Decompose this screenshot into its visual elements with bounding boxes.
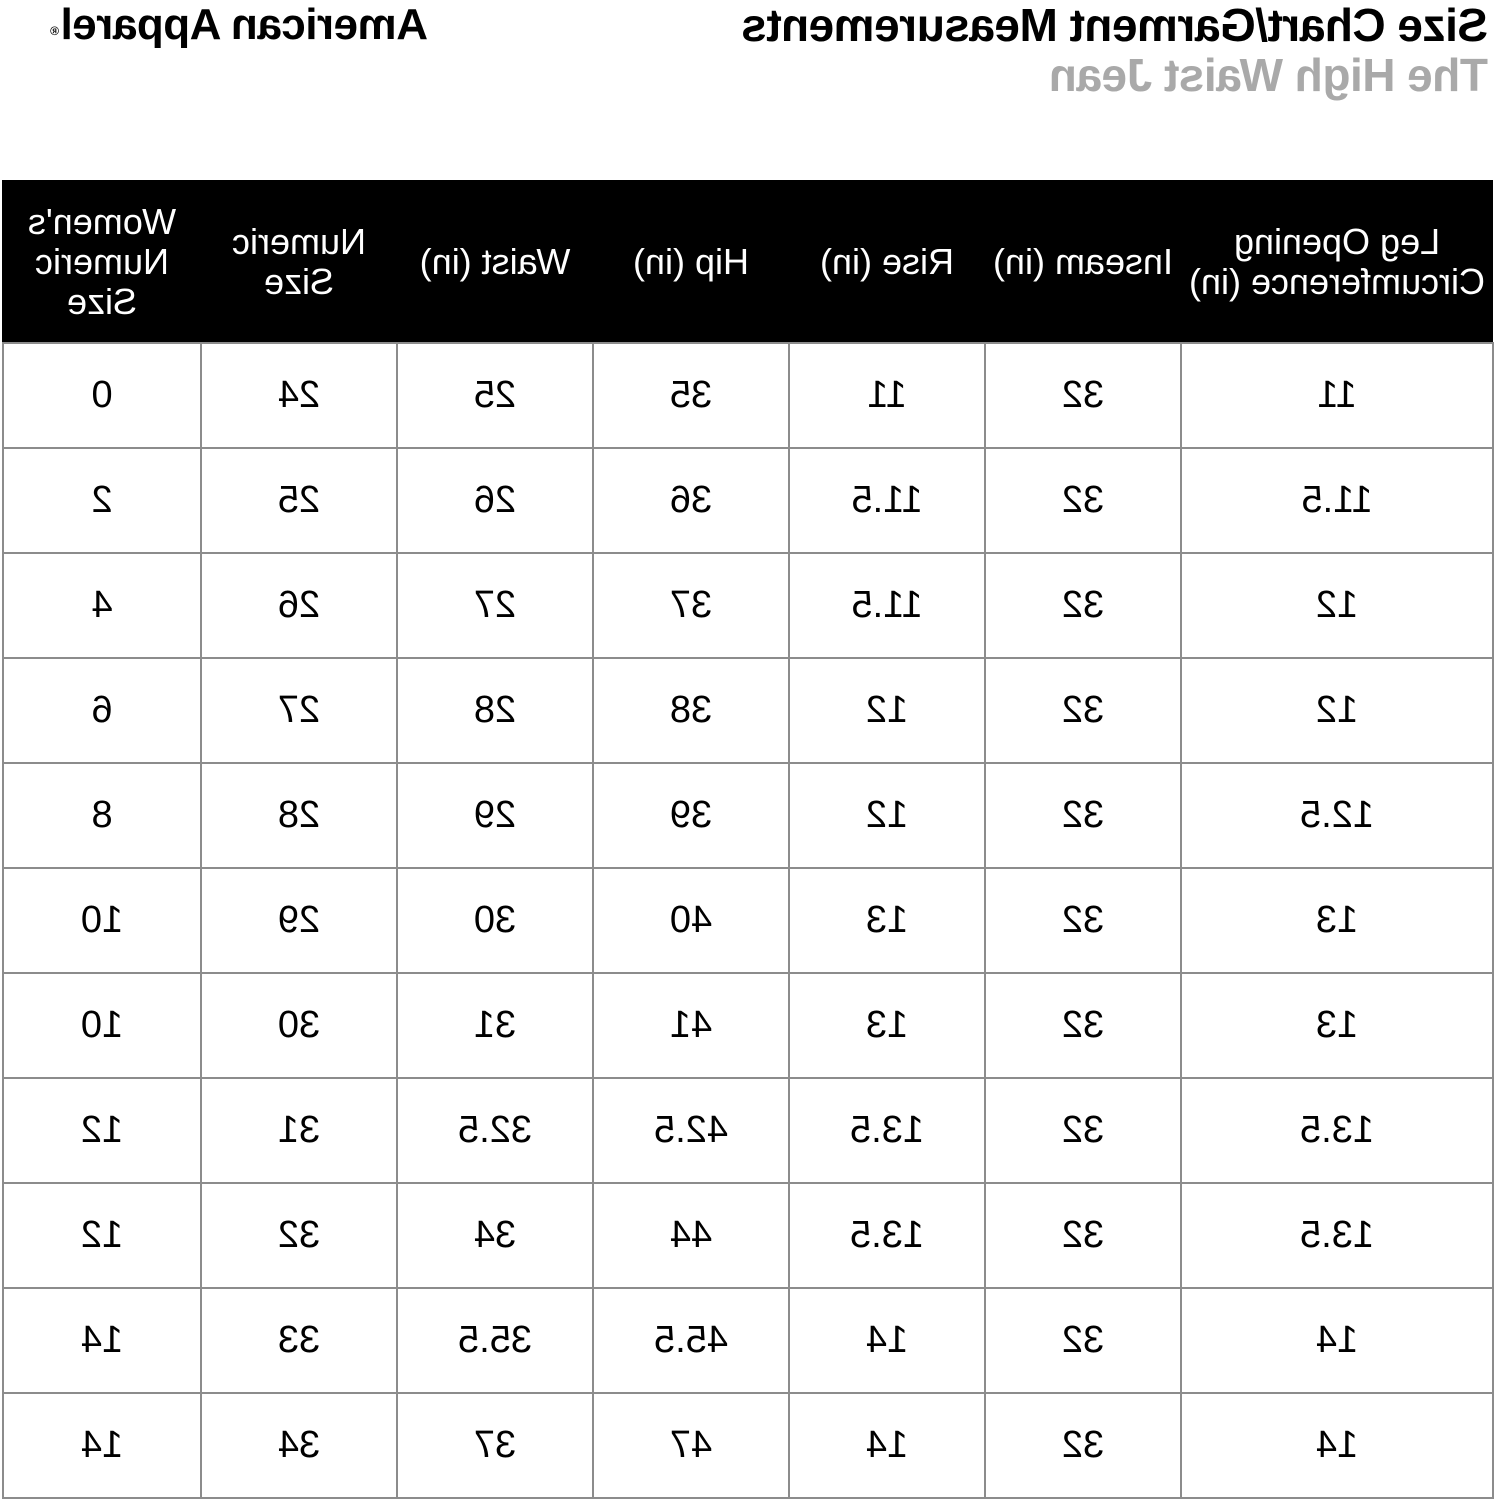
table-cell: 32: [985, 868, 1181, 973]
table-cell: 29: [397, 763, 593, 868]
table-cell: 14: [1181, 1393, 1493, 1498]
table-cell: 13.5: [1181, 1183, 1493, 1288]
table-cell: 12: [789, 763, 985, 868]
column-header: Numeric Size: [201, 181, 397, 344]
table-cell: 32: [985, 1078, 1181, 1183]
table-cell: 28: [397, 658, 593, 763]
table-cell: 13.5: [789, 1183, 985, 1288]
table-cell: 12: [1181, 553, 1493, 658]
column-header: Leg Opening Circumference (in): [1181, 181, 1493, 344]
table-cell: 31: [201, 1078, 397, 1183]
table-cell: 11.5: [789, 448, 985, 553]
table-cell: 26: [201, 553, 397, 658]
table-cell: 0: [3, 343, 201, 448]
table-cell: 27: [201, 658, 397, 763]
table-cell: 11: [1181, 343, 1493, 448]
table-row: [3, 658, 1493, 763]
table-cell: 13: [789, 868, 985, 973]
table-cell: 32: [985, 973, 1181, 1078]
table-cell: 32: [985, 1393, 1181, 1498]
header-row: [3, 181, 1493, 344]
table-cell: 13.5: [1181, 1078, 1493, 1183]
table-cell: 2: [3, 448, 201, 553]
table-cell: 6: [3, 658, 201, 763]
table-cell: 32: [985, 658, 1181, 763]
table-cell: 30: [397, 868, 593, 973]
column-header: Waist (in): [397, 181, 593, 344]
table-row: [3, 343, 1493, 448]
table-cell: 12: [1181, 658, 1493, 763]
table-row: [3, 973, 1493, 1078]
column-header: Hip (in): [593, 181, 789, 344]
table-cell: 4: [3, 553, 201, 658]
table-cell: 11.5: [789, 553, 985, 658]
table-header: [3, 181, 1493, 344]
table-cell: 39: [593, 763, 789, 868]
table-cell: 25: [397, 343, 593, 448]
table-cell: 32: [201, 1183, 397, 1288]
table-cell: 13: [1181, 868, 1493, 973]
table-cell: 11.5: [1181, 448, 1493, 553]
table-cell: 35.5: [397, 1288, 593, 1393]
table-cell: 41: [593, 973, 789, 1078]
table-cell: 32: [985, 448, 1181, 553]
table-row: [3, 448, 1493, 553]
table-cell: 12: [3, 1078, 201, 1183]
table-cell: 14: [3, 1288, 201, 1393]
table-row: [3, 1288, 1493, 1393]
table-cell: 14: [3, 1393, 201, 1498]
table-cell: 32: [985, 763, 1181, 868]
size-table: [2, 180, 1494, 1499]
page-title: Size Chart/Garment Measurements: [741, 0, 1488, 51]
brand-logo: [6, 0, 428, 50]
table-cell: 47: [593, 1393, 789, 1498]
column-header: Women's Numeric Size: [3, 181, 201, 344]
table-body: [3, 343, 1493, 1498]
table-row: [3, 868, 1493, 973]
table-row: [3, 763, 1493, 868]
table-cell: 12.5: [1181, 763, 1493, 868]
page-subtitle: The High Waist Jean: [1049, 49, 1488, 101]
table-cell: 14: [1181, 1288, 1493, 1393]
table-cell: 37: [593, 553, 789, 658]
table-cell: 35: [593, 343, 789, 448]
table-cell: 10: [3, 973, 201, 1078]
table-cell: 24: [201, 343, 397, 448]
table-cell: 29: [201, 868, 397, 973]
brand-name: American Apparel: [61, 0, 428, 49]
table-cell: 10: [3, 868, 201, 973]
table-cell: 34: [201, 1393, 397, 1498]
table-cell: 26: [397, 448, 593, 553]
table-cell: 40: [593, 868, 789, 973]
table-cell: 13: [1181, 973, 1493, 1078]
table-cell: 11: [789, 343, 985, 448]
table-cell: 32.5: [397, 1078, 593, 1183]
table-cell: 37: [397, 1393, 593, 1498]
table-cell: 32: [985, 1183, 1181, 1288]
table-cell: 45.5: [593, 1288, 789, 1393]
table-cell: 33: [201, 1288, 397, 1393]
table-cell: 31: [397, 973, 593, 1078]
table-row: [3, 553, 1493, 658]
table-row: [3, 1393, 1493, 1498]
table-cell: 42.5: [593, 1078, 789, 1183]
table-cell: 13.5: [789, 1078, 985, 1183]
table-cell: 32: [985, 553, 1181, 658]
table-cell: 38: [593, 658, 789, 763]
table-cell: 34: [397, 1183, 593, 1288]
table-cell: 8: [3, 763, 201, 868]
table-cell: 27: [397, 553, 593, 658]
table-row: [3, 1183, 1493, 1288]
table-cell: 36: [593, 448, 789, 553]
table-cell: 12: [3, 1183, 201, 1288]
table-cell: 28: [201, 763, 397, 868]
table-cell: 14: [789, 1393, 985, 1498]
table-cell: 30: [201, 973, 397, 1078]
table-cell: 13: [789, 973, 985, 1078]
table-cell: 14: [789, 1288, 985, 1393]
table-row: [3, 1078, 1493, 1183]
column-header: Rise (in): [789, 181, 985, 344]
table-cell: 32: [985, 343, 1181, 448]
registered-mark: ®: [50, 24, 60, 38]
table-cell: 25: [201, 448, 397, 553]
table-cell: 12: [789, 658, 985, 763]
table-cell: 44: [593, 1183, 789, 1288]
table-cell: 32: [985, 1288, 1181, 1393]
column-header: Inseam (in): [985, 181, 1181, 344]
